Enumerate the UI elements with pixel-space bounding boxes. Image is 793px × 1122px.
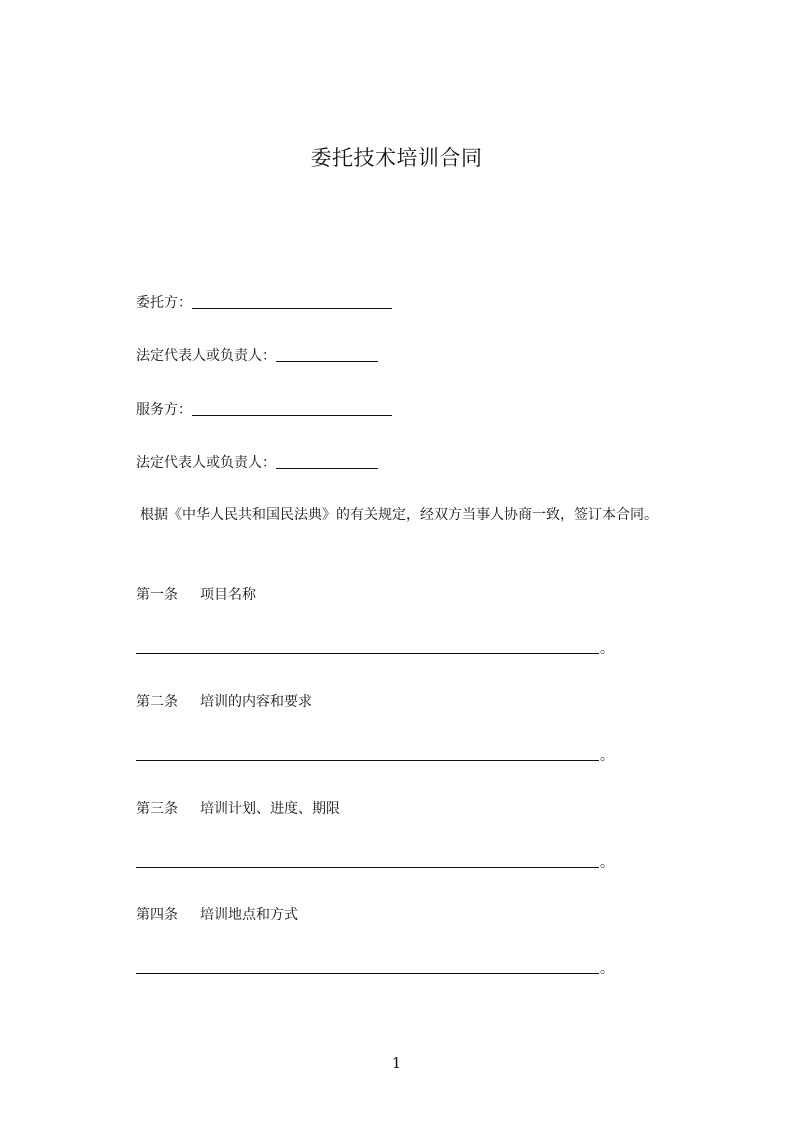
- article-4-period: 。: [600, 961, 614, 977]
- article-2-heading: [136, 691, 312, 711]
- article-3-heading: [136, 798, 340, 818]
- party-client-label: 委托方：: [136, 295, 192, 311]
- article-2-number: 第二条: [136, 694, 178, 710]
- article-3-number: 第三条: [136, 801, 178, 817]
- client-representative-blank[interactable]: [276, 345, 378, 362]
- article-4-heading: [136, 904, 298, 924]
- article-1-title: 项目名称: [200, 587, 256, 603]
- provider-representative-blank[interactable]: [276, 452, 378, 469]
- client-representative-field: [136, 343, 378, 365]
- article-1-period: 。: [600, 641, 614, 657]
- article-2-title: 培训的内容和要求: [200, 694, 312, 710]
- client-representative-label: 法定代表人或负责人：: [136, 348, 276, 364]
- provider-representative-label: 法定代表人或负责人：: [136, 455, 276, 471]
- document-title: 委托技术培训合同: [310, 146, 483, 170]
- party-provider-blank[interactable]: [192, 399, 392, 416]
- article-2-fill-row: [136, 745, 614, 765]
- provider-representative-field: [136, 450, 378, 472]
- article-1-blank[interactable]: [136, 639, 599, 654]
- party-provider-label: 服务方：: [136, 402, 192, 418]
- article-4-fill-row: [136, 958, 614, 978]
- article-3-period: 。: [600, 855, 614, 871]
- page-number: 1: [391, 1054, 402, 1072]
- party-provider-field: [136, 397, 392, 419]
- article-3-fill-row: [136, 852, 614, 872]
- party-client-blank[interactable]: [192, 292, 392, 309]
- article-1-number: 第一条: [136, 587, 178, 603]
- article-1-heading: [136, 584, 256, 604]
- article-3-title: 培训计划、进度、期限: [200, 801, 340, 817]
- article-2-period: 。: [600, 748, 614, 764]
- preamble-paragraph: 根据《中华人民共和国民法典》的有关规定，经双方当事人协商一致，签订本合同。: [140, 507, 658, 523]
- party-client-field: [136, 290, 392, 312]
- article-4-number: 第四条: [136, 907, 178, 923]
- article-4-blank[interactable]: [136, 959, 599, 974]
- article-4-title: 培训地点和方式: [200, 907, 298, 923]
- article-2-blank[interactable]: [136, 746, 599, 761]
- article-3-blank[interactable]: [136, 853, 599, 868]
- article-1-fill-row: [136, 638, 614, 658]
